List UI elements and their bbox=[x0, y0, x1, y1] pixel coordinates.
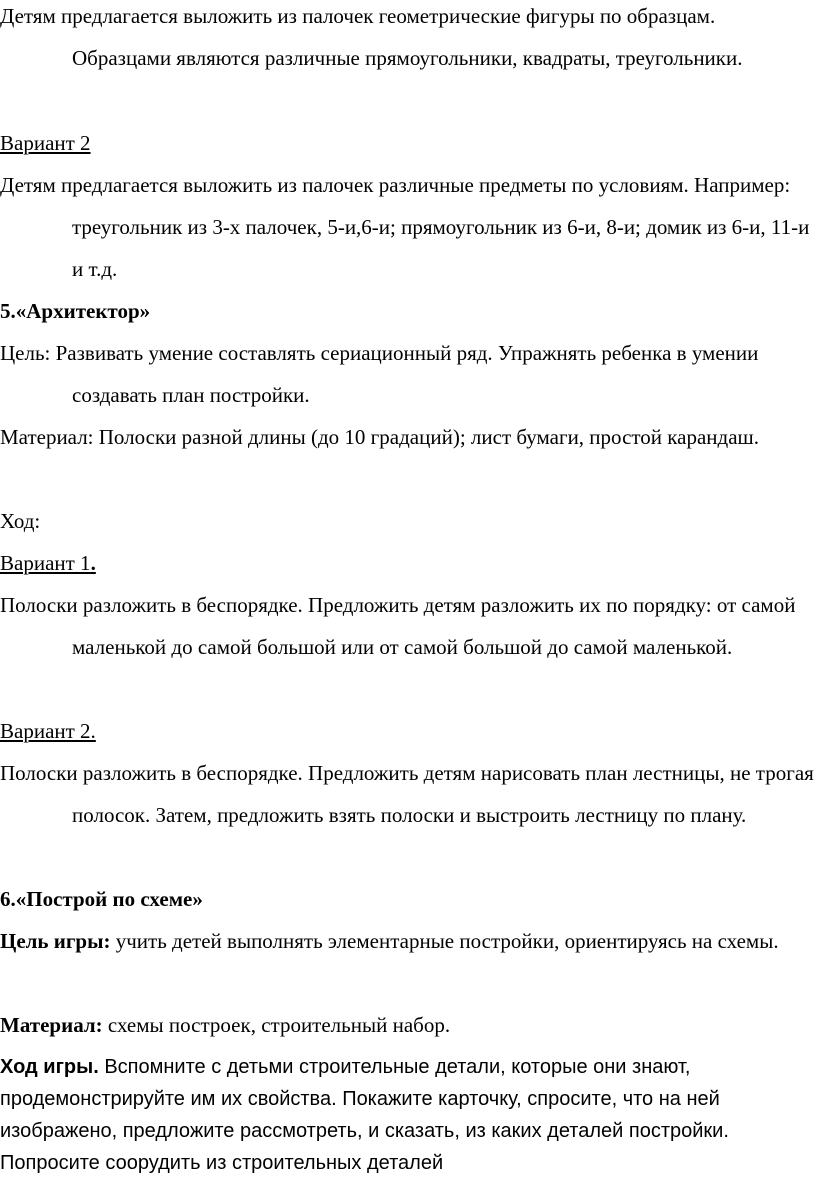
material-label: Материал: bbox=[0, 1013, 103, 1037]
paragraph-variant-1: Полоски разложить в беспорядке. Предложить детям разложить их по порядку: от самой маленькой до самой большой или от самой большой до самой маленькой. bbox=[0, 593, 796, 659]
paragraph-variant-2b: Полоски разложить в беспорядке. Предложить детям нарисовать план лестницы, не трогая полосок. Затем, предложить взять полоски и выстроить лестницу по плану. bbox=[0, 761, 814, 827]
course-of-game bbox=[0, 1051, 810, 1179]
course-of-game-text: Вспомните с детьми строительные детали, которые они знают, продемонстрируйте им их свойства. Покажите карточку, спросите, что на ней изображено, предложите рассмотреть, и сказать, из каких деталей постройки. Попросите соорудить из строительных деталей bbox=[0, 1056, 729, 1174]
variant-2b-label bbox=[0, 710, 816, 752]
course-label: Ход: bbox=[0, 509, 41, 533]
goal-text: учить детей выполнять элементарные постройки, ориентируясь на схемы. bbox=[110, 929, 779, 953]
heading-build-by-scheme: 6.«Построй по схеме» bbox=[0, 887, 203, 911]
material-text: схемы построек, строительный набор. bbox=[102, 1013, 451, 1037]
variant-2b-label-text: Вариант 2. bbox=[0, 719, 96, 743]
variant-1-label-text: Вариант 1 bbox=[0, 551, 91, 575]
course-of-game-label: Ход игры. bbox=[0, 1056, 99, 1078]
goal-label: Цель игры: bbox=[0, 929, 111, 953]
goal-build-by-scheme bbox=[0, 920, 816, 962]
variant-1-label bbox=[0, 542, 816, 584]
variant-2-label bbox=[0, 122, 816, 164]
paragraph-variant-2: Детям предлагается выложить из палочек различные предметы по условиям. Например: треугольник из 3-х палочек, 5-и,6-и; прямоугольник из 6-и, 8-и; домик из 6-и, 11-и и т.д. bbox=[0, 173, 810, 281]
variant-2-label-text: Вариант 2 bbox=[0, 131, 91, 155]
goal-architect: Цель: Развивать умение составлять сериационный ряд. Упражнять ребенка в умении создавать план постройки. bbox=[0, 341, 759, 407]
paragraph-intro: Детям предлагается выложить из палочек геометрические фигуры по образцам. Образцами являются различные прямоугольники, квадраты, треугольники. bbox=[0, 4, 743, 70]
material-architect: Материал: Полоски разной длины (до 10 градаций); лист бумаги, простой карандаш. bbox=[0, 425, 759, 449]
heading-architect: 5.«Архитектор» bbox=[0, 299, 151, 323]
material-build-by-scheme bbox=[0, 1004, 816, 1046]
variant-1-label-dot: . bbox=[90, 551, 96, 575]
